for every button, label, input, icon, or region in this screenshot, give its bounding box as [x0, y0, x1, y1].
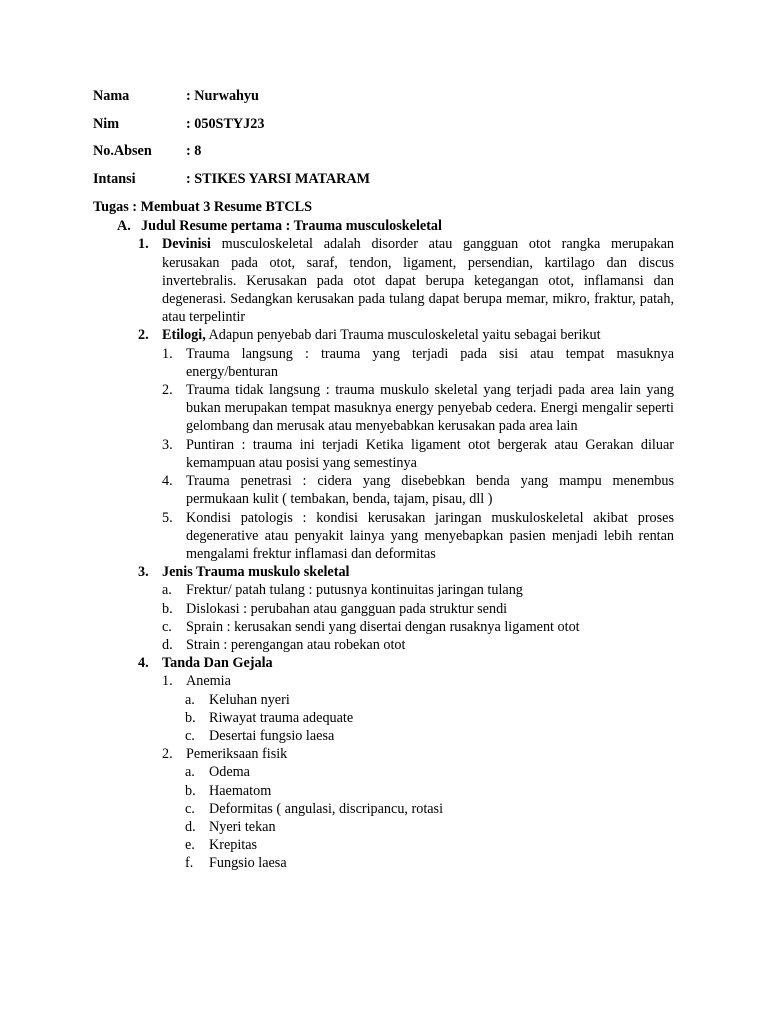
tugas-line: Tugas : Membuat 3 Resume BTCLS [93, 198, 313, 215]
item-marker: d. [162, 636, 173, 653]
intansi-row [93, 170, 674, 188]
nim-value: : 050STYJ23 [186, 115, 265, 132]
item-text: Dislokasi : perubahan atau gangguan pada struktur sendi [186, 600, 508, 617]
item-title: Jenis Trauma muskulo skeletal [162, 564, 350, 581]
list-item [162, 600, 674, 618]
item-marker: d. [185, 818, 196, 835]
section-a-heading [93, 217, 674, 235]
item-marker: c. [185, 800, 195, 817]
item-text: Fungsio laesa [209, 855, 287, 872]
item-text: Haematom [209, 782, 272, 799]
item-marker: b. [162, 600, 173, 617]
item-text: Krepitas [209, 837, 258, 854]
item-body [162, 326, 674, 344]
item-text: Anemia [186, 673, 231, 690]
item-text: Trauma tidak langsung : trauma muskulo skeletal yang terjadi pada area lain yang bukan merupakan tempat masuknya energy penyebab cedera. Energi mengalir seperti gelombang dan merusak atau menyebabkan kerusakan pada area lain [186, 382, 674, 435]
nama-value: : Nurwahyu [186, 88, 259, 104]
item-marker: 1. [138, 236, 149, 253]
list-item [162, 345, 674, 381]
item-title: Etilogi, [162, 327, 206, 344]
item-text: Odema [209, 764, 250, 781]
nim-row [93, 115, 674, 133]
item-marker: c. [185, 727, 195, 744]
item-text: musculoskeletal adalah disorder atau gangguan otot rangka merupakan kerusakan pada otot, saraf, tendon, ligament, persendian, kartilago dan discus invertebralis. Kerusakan pada otot dapat berupa ketegangan otot, inflamansi dan degenerasi. Sedangkan kerusakan pada tulang dapat berupa memar, mikro, fraktur, patah, atau terpelintir [162, 236, 675, 326]
nim-label: Nim [93, 115, 120, 132]
list-item [162, 509, 674, 564]
document-body [93, 87, 674, 873]
item-marker: 2. [138, 327, 149, 344]
item-marker: 3. [162, 436, 173, 453]
item-text: Deformitas ( angulasi, discripancu, rotasi [209, 800, 444, 817]
item-marker: c. [162, 618, 172, 635]
item-marker: b. [185, 782, 196, 799]
item-title: Tanda Dan Gejala [162, 655, 273, 672]
item-text: Pemeriksaan fisik [186, 746, 288, 763]
item-marker: 2. [162, 382, 173, 399]
item-marker: f. [185, 855, 194, 872]
item-text: Trauma langsung : trauma yang terjadi pada sisi atau tempat masuknya energy/benturan [186, 345, 674, 380]
list-item [185, 818, 674, 836]
list-item [162, 381, 674, 436]
item-marker: b. [185, 709, 196, 726]
list-item [185, 836, 674, 854]
section-a [93, 217, 674, 872]
item-body [162, 235, 674, 326]
item-title: Devinisi [162, 236, 211, 253]
item-marker: 1. [162, 345, 173, 362]
item-marker: a. [185, 764, 195, 781]
item-marker: 3. [138, 564, 149, 581]
list-item [162, 745, 674, 763]
list-item [185, 854, 674, 872]
item-marker: 1. [162, 673, 173, 690]
list-item [138, 326, 674, 344]
item-marker: e. [185, 837, 195, 854]
item-text: Trauma penetrasi : cidera yang disebebkan benda yang mampu menembus permukaan kulit ( tembakan, benda, tajam, pisau, dll ) [186, 473, 674, 508]
list-item [162, 436, 674, 472]
item-text: Kondisi patologis : kondisi kerusakan jaringan muskuloskeletal akibat proses degenerative atau penyakit lainya yang menyebapkan pasien menjadi lebih rentan mengalami frektur inflamasi dan deformitas [186, 509, 674, 562]
nama-label: Nama [93, 88, 130, 104]
list-item [185, 691, 674, 709]
item-text: Puntiran : trauma ini terjadi Ketika ligament otot bergerak atau Gerakan diluar kemampuan atau posisi yang semestinya [186, 436, 674, 471]
item-marker: a. [162, 582, 172, 599]
list-item [138, 654, 674, 672]
list-item [162, 636, 674, 654]
item-marker: 4. [162, 473, 173, 490]
absen-label: No.Absen [93, 143, 152, 160]
item-text: Sprain : kerusakan sendi yang disertai dengan rusaknya ligament otot [186, 618, 580, 635]
intansi-label: Intansi [93, 171, 136, 188]
item-marker: a. [185, 691, 195, 708]
item-marker: 2. [162, 746, 173, 763]
list-item [185, 709, 674, 727]
item-text: Keluhan nyeri [209, 691, 290, 708]
item-text: Adapun penyebab dari Trauma musculoskeletal yaitu sebagai berikut [208, 327, 601, 344]
intansi-value: : STIKES YARSI MATARAM [186, 171, 371, 188]
list-item [185, 763, 674, 781]
list-item [138, 563, 674, 581]
list-item [185, 782, 674, 800]
absen-value: : 8 [186, 143, 202, 160]
section-a-marker: A. [117, 218, 131, 235]
item-text: Strain : perengangan atau robekan otot [186, 636, 406, 653]
item-text: Riwayat trauma adequate [209, 709, 354, 726]
item-text: Nyeri tekan [209, 818, 276, 835]
list-item [185, 727, 674, 745]
section-a-title: Judul Resume pertama : Trauma musculoskeletal [141, 218, 442, 235]
absen-row [93, 142, 674, 160]
list-item [162, 618, 674, 636]
item-marker: 5. [162, 509, 173, 526]
list-item [162, 581, 674, 599]
item-marker: 4. [138, 655, 149, 672]
item-text: Frektur/ patah tulang : putusnya kontinuitas jaringan tulang [186, 582, 523, 599]
list-item [162, 472, 674, 508]
list-item [185, 800, 674, 818]
item-text: Desertai fungsio laesa [209, 727, 335, 744]
list-item [162, 672, 674, 690]
list-item [138, 235, 674, 326]
nama-row [93, 87, 674, 105]
